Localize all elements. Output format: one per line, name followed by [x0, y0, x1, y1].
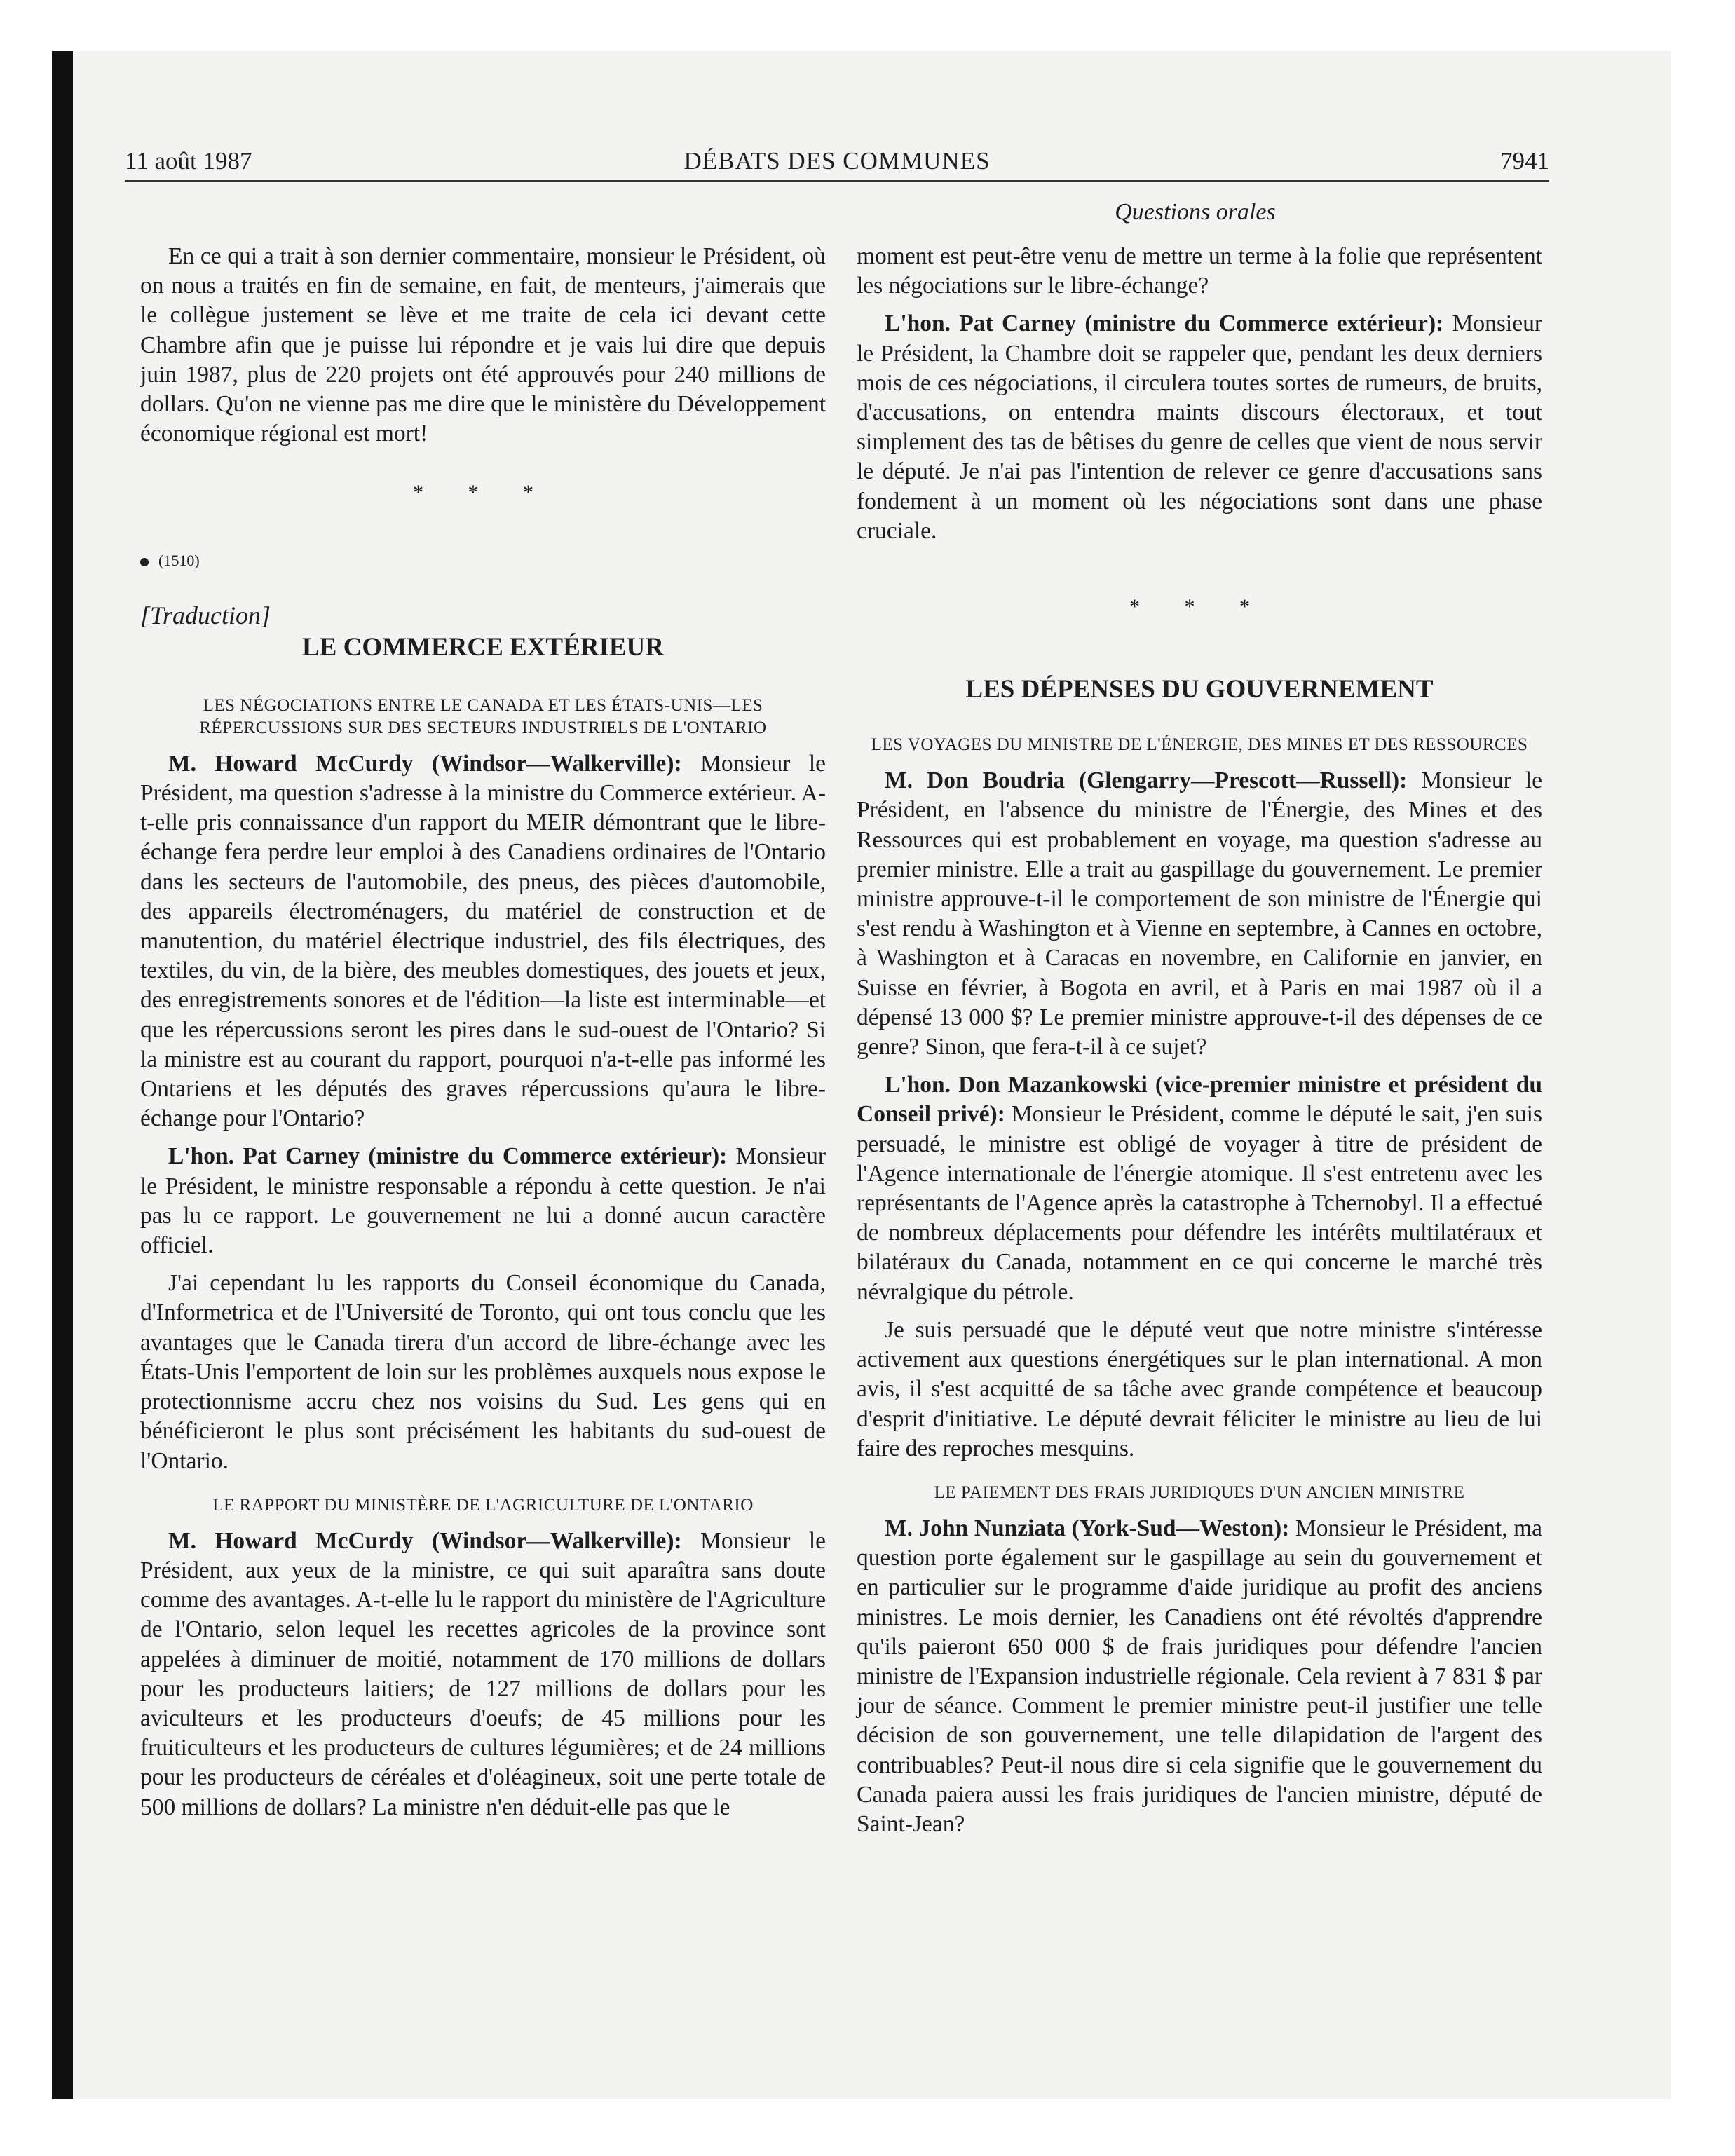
paragraph: [140, 749, 826, 1134]
speech-text: Monsieur le Président, ma question porte également sur le gaspillage au sein du gouvernement et en particulier sur le programme d'aide juridique au profit des anciens ministres. Le mois dernier, les Canadiens ont été révoltés d'apprendre qu'ils paieront 650 000 $ de frais juridiques pour défendre l'ancien ministre de l'Expansion industrielle régionale. Cela revient à 7 831 $ par jour de séance. Comment le premier ministre peut-il justifier une telle décision de son gouvernement, une telle dilapidation de l'argent des contribuables? Peut-il nous dire si cela signifie que le gouvernement du Canada paiera aussi les frais juridiques de l'ancien ministre, député de Saint-Jean?: [857, 1515, 1543, 1837]
header-title: DÉBATS DES COMMUNES: [683, 147, 991, 175]
speaker-name: L'hon. Don Mazankowski (vice-premier ministre et président du Conseil privé):: [857, 1072, 1542, 1128]
separator-stars: * * *: [413, 481, 553, 505]
separator-stars: * * *: [1129, 595, 1270, 619]
time-marker-text: (1510): [158, 551, 200, 569]
speaker-name: M. Don Boudria (Glengarry—Prescott—Russell):: [885, 767, 1408, 794]
speaker-name: M. Howard McCurdy (Windsor—Walkerville):: [168, 750, 682, 777]
paragraph: Je suis persuadé que le député veut que notre ministre s'intéresse activement aux questions énergétiques sur le plan international. A mon avis, il s'est acquitté de sa tâche avec grande compétence et beaucoup d'esprit d'initiative. Le député devrait féliciter le ministre au lieu de lui faire des reproches mesquins.: [857, 1316, 1542, 1461]
speaker-name: M. John Nunziata (York-Sud—Weston):: [885, 1515, 1290, 1541]
paragraph: En ce qui a trait à son dernier commentaire, monsieur le Président, où on nous a traités en fin de semaine, en fait, de menteurs, j'aimerais que le collègue justement se lève et me traite de cela ici devant cette Chambre afin que je puisse lui répondre et je vais lui dire que depuis juin 1987, plus de 220 projets ont été approuvés pour 240 millions de dollars. Qu'on ne vienne pas me dire que le ministère du Développement économique régional est mort!: [140, 243, 826, 447]
paragraph: [140, 1527, 826, 1822]
bullet-dot-icon: [140, 558, 149, 566]
right-column: [857, 242, 1542, 1848]
subtopic-heading: LES NÉGOCIATIONS ENTRE LE CANADA ET LES ÉTATS-UNIS—LES RÉPERCUSSIONS SUR DES SECTEURS INDUSTRIELS DE L'ONTARIO: [199, 695, 767, 737]
section-title: Questions orales: [1115, 199, 1276, 225]
left-column: [140, 242, 826, 1831]
topic-heading: LES DÉPENSES DU GOUVERNEMENT: [965, 675, 1434, 704]
subtopic-heading: LES VOYAGES DU MINISTRE DE L'ÉNERGIE, DES MINES ET DES RESSOURCES: [871, 735, 1528, 755]
translation-note: [Traduction]: [140, 601, 271, 629]
subtopic-heading: LE RAPPORT DU MINISTÈRE DE L'AGRICULTURE DE L'ONTARIO: [212, 1495, 754, 1515]
running-header: [125, 144, 1549, 182]
speech-text: Monsieur le Président, la Chambre doit se rappeler que, pendant les deux derniers mois de ces négociations, il circulera toutes sortes de rumeurs, de bruits, d'accusations, on entendra maints discours électoraux, et tout simplement des tas de bêtises du genre de celles que vient de nous servir le député. Je n'ai pas l'intention de relever ce genre d'accusations sans fondement à un moment où les négociations sont dans une phase cruciale.: [857, 311, 1543, 544]
speaker-name: L'hon. Pat Carney (ministre du Commerce extérieur):: [885, 311, 1444, 337]
speaker-name: L'hon. Pat Carney (ministre du Commerce extérieur):: [168, 1143, 728, 1170]
speech-text: Monsieur le Président, le ministre responsable a répondu à cette question. Je n'ai pas lu ce rapport. Le gouvernement ne lui a donné aucun caractère officiel.: [140, 1143, 826, 1259]
topic-heading: LE COMMERCE EXTÉRIEUR: [302, 632, 664, 662]
paragraph: [140, 1142, 826, 1260]
speaker-name: M. Howard McCurdy (Windsor—Walkerville):: [168, 1527, 682, 1554]
paragraph: [857, 766, 1542, 1062]
page-number: 7941: [1500, 147, 1549, 175]
paragraph: moment est peut-être venu de mettre un terme à la folie que représentent les négociations sur le libre-échange?: [857, 243, 1542, 299]
speech-text: Monsieur le Président, ma question s'adresse à la ministre du Commerce extérieur. A-t-elle pris connaissance d'un rapport du MEIR démontrant que le libre-échange fera perdre leur emploi à des Canadiens ordinaires de l'Ontario dans les secteurs de l'automobile, des pneus, des pièces d'automobile, des appareils électroménagers, du matériel de construction et de manutention, du matériel électrique industriel, des fils électriques, des textiles, du vin, de la bière, des meubles domestiques, des jouets et jeux, des enregistrements sonores et de l'édition—la liste est interminable—et que les répercussions seront les pires dans le sud-ouest de l'Ontario? Si la ministre est au courant du rapport, pourquoi n'a-t-elle pas informé les Ontariens et les députés des graves répercussions qu'aura le libre-échange pour l'Ontario?: [140, 750, 826, 1132]
paragraph: J'ai cependant lu les rapports du Conseil économique du Canada, d'Informetrica et de l'Université de Toronto, qui ont tous conclu que les avantages que le Canada tirera d'un accord de libre-échange avec les États-Unis l'emportent de loin sur les problèmes auxquels nous expose le protectionnisme accru chez nos voisins du Sud. Les gens qui en bénéficieront le plus sont précisément les habitants du sud-ouest de l'Ontario.: [140, 1270, 826, 1474]
subtopic-heading: LE PAIEMENT DES FRAIS JURIDIQUES D'UN ANCIEN MINISTRE: [934, 1482, 1465, 1502]
scan-edge: [52, 51, 73, 2099]
speech-text: Monsieur le Président, en l'absence du ministre de l'Énergie, des Mines et des Ressources qui est probablement en voyage, ma question s'adresse au premier ministre. Elle a trait au gaspillage du gouvernement. Le premier ministre approuve-t-il le comportement de son ministre de l'Énergie qui s'est rendu à Washington et à Vienne en septembre, à Cannes en octobre, à Washington et à Caracas en novembre, en Californie en janvier, en Suisse en février, à Bogota en avril, et à Paris en mai 1987 où il a dépensé 13 000 $? Le premier ministre approuve-t-il des dépenses de ce genre? Sinon, que fera-t-il à ce sujet?: [857, 767, 1542, 1060]
paragraph: [857, 1514, 1542, 1839]
paragraph: [857, 309, 1542, 546]
paragraph: [857, 1070, 1542, 1307]
time-marker: [140, 550, 826, 571]
speech-text: Monsieur le Président, aux yeux de la ministre, ce qui suit aparaîtra sans doute comme des avantages. A-t-elle lu le rapport du ministère de l'Agriculture de l'Ontario, selon lequel les recettes agricoles de la province sont appelées à diminuer de moitié, notamment de 170 millions de dollars pour les producteurs laitiers; de 127 millions de dollars pour les aviculteurs et les producteurs d'oeufs; de 45 millions pour les fruiticulteurs et les producteurs de cultures légumières; et de 24 millions pour les producteurs de céréales et d'oléagineux, soit une perte totale de 500 millions de dollars? La ministre n'en déduit-elle pas que le: [140, 1527, 826, 1820]
header-date: 11 août 1987: [125, 147, 252, 175]
speech-text: Monsieur le Président, comme le député le sait, j'en suis persuadé, le ministre est obligé de voyager à titre de président de l'Agence internationale de l'énergie atomique. Il s'est entretenu avec les représentants de l'Agence après la catastrophe à Tchernobyl. Il a effectué de nombreux déplacements pour défendre les intérêts multilatéraux et bilatéraux du Canada, notamment en ce qui concerne le marché très névralgique du pétrole.: [857, 1101, 1542, 1305]
